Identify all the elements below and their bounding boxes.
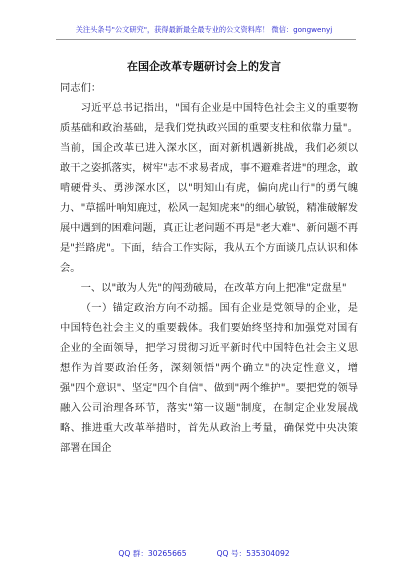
header-divider	[56, 39, 356, 40]
paragraph-intro: 习近平总书记指出，"国有企业是中国特色社会主义的重要物质基础和政治基础，是我们党执政兴国的重要支柱和依靠力量"。当前，国企改革已进入深水区，面对新机遇新挑战，我们必须以敢干之姿抓落实，树牢"志不求易者成，事不避难者进"的理念，敢啃硬骨头、勇涉深水区，以"明知山有虎，偏向虎山行"的勇气魄力、"草摇叶响知鹿过，松风一起知虎来"的细心敏锐，精准破解发展中遇到的困难问题，真正让老问题不再是"老大难"、新问题不再是"拦路虎"。下面，结合工作实际，我从五个方面谈几点认识和体会。	[60, 102, 358, 274]
document-body	[60, 78, 358, 458]
footer-qq-group: QQ 群：30265665	[118, 549, 187, 558]
footer	[0, 548, 408, 559]
section-heading-1: 一、以"敢为人先"的闯劲破局，在改革方向上把准"定盘星"	[80, 282, 347, 294]
footer-qq-number: QQ 号：535304092	[216, 549, 290, 558]
document-title: 在国企改革专题研讨会上的发言	[127, 60, 281, 73]
paragraph-1-1: （一）锚定政治方向不动摇。国有企业是党领导的企业，是中国特色社会主义的重要载体。我们要始终坚持和加强党对国有企业的全面领导，把学习贯彻习近平新时代中国特色社会主义思想作为首要政治任务，深刻领悟"两个确立"的决定性意义，增强"四个意识"、坚定"四个自信"、做到"两个维护"。要把党的领导融入公司治理各环节，落实"第一议题"制度，在制定企业发展战略、推进重大改革举措时，首先从政治上考量，确保党中央决策部署在国企	[60, 302, 358, 454]
header-banner: 关注头条号"公文研究"，获得最新最全最专业的公文资料库！ 微信：gongwenyj	[75, 25, 333, 34]
salutation: 同志们：	[60, 82, 102, 94]
